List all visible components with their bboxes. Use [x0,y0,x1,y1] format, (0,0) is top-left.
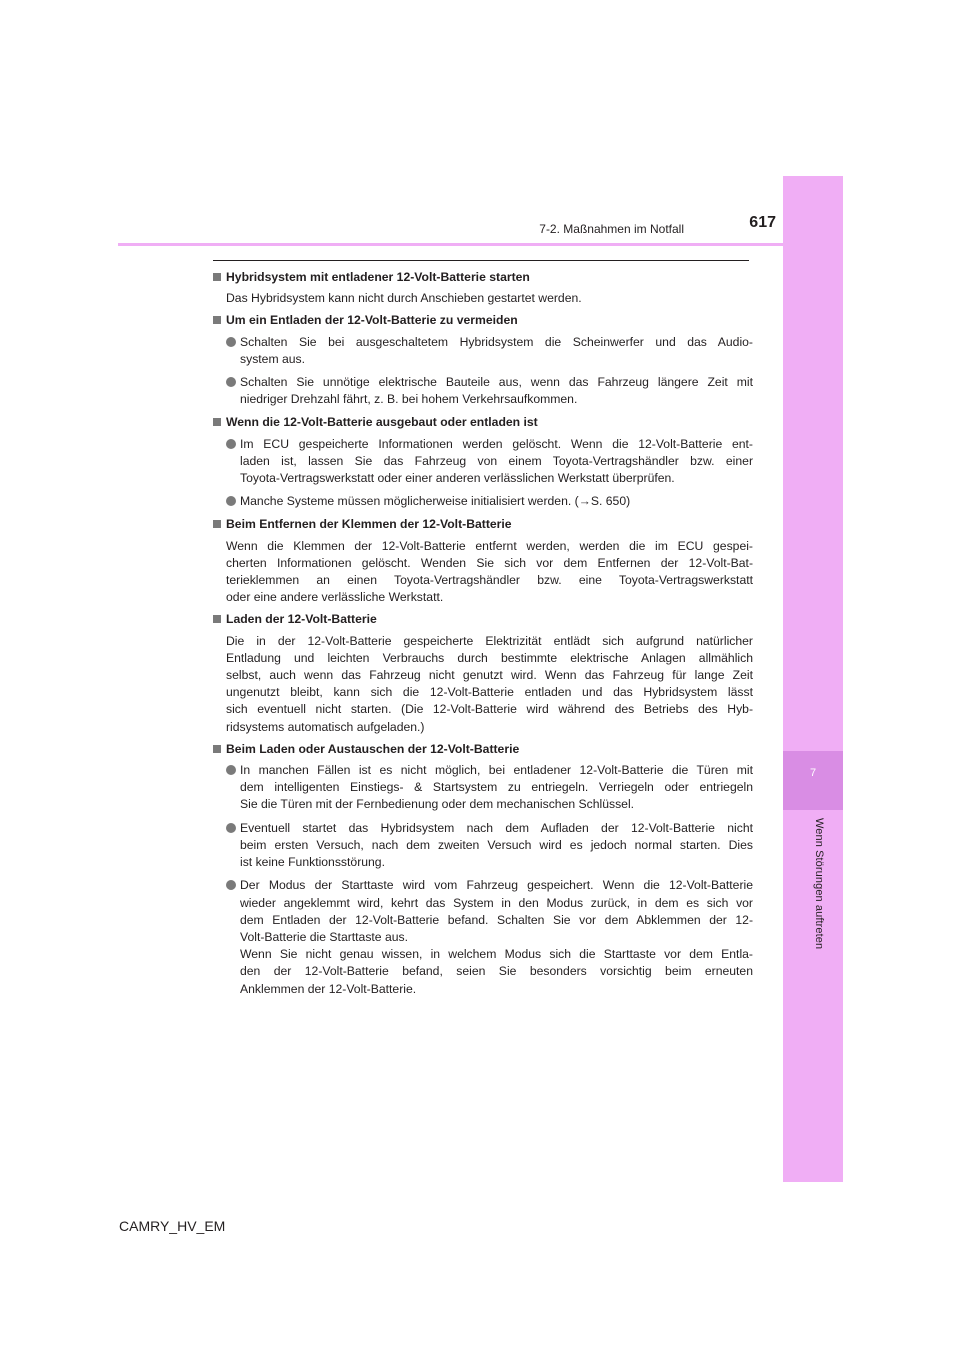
list-item [213,493,753,510]
text-line: sich eventuell nicht starten. (Die 12-Volt-Batterie wird während des Betriebs des Hyb- [226,702,753,717]
section [213,741,753,998]
section-heading [213,741,753,758]
square-bullet-icon [213,316,221,324]
chapter-title: Wenn Störungen auftreten [813,818,825,950]
section [213,312,753,408]
section-heading [213,414,753,431]
text-line: niedriger Drehzahl fährt, z. B. bei hohem Verkehrsaufkommen. [240,392,578,407]
list-item [213,820,753,872]
header-rule [118,243,843,246]
section [213,516,753,606]
section-heading-text: Laden der 12-Volt-Batterie [226,612,377,627]
round-bullet-icon [226,823,236,833]
list-item [213,877,753,997]
text-line: In manchen Fällen ist es nicht möglich, bei entladener 12-Volt-Batterie die Türen mit [240,763,753,778]
section-heading-text: Beim Laden oder Austauschen der 12-Volt-Batterie [226,741,520,756]
text-line: Eventuell startet das Hybridsystem nach dem Aufladen der 12-Volt-Batterie nicht [240,820,753,835]
text-line: Sie die Türen mit der Fernbedienung oder dem mechanischen Schlüssel. [240,797,635,812]
section-heading [213,611,753,628]
list-item [213,436,753,488]
text-line: dem Entladen der 12-Volt-Batterie befand. Schalten Sie vor dem Abklemmen der 12- [240,912,753,927]
section-heading [213,269,753,286]
list-item [213,334,753,368]
text-line: Der Modus der Starttaste wird vom Fahrzeug gespeichert. Wenn die 12-Volt-Batterie [240,878,753,893]
square-bullet-icon [213,273,221,281]
text-line: ist keine Funktionsstörung. [240,855,385,870]
text-line: Das Hybridsystem kann nicht durch Anschieben gestartet werden. [226,291,582,306]
round-bullet-icon [226,880,236,890]
round-bullet-icon [226,765,236,775]
list-item [213,762,753,814]
text-line: selbst, auch wenn das Fahrzeug nicht genutzt wird. Wenn das Fahrzeug für lange Zeit [226,668,753,683]
model-code: CAMRY_HV_EM [119,1218,226,1234]
square-bullet-icon [213,745,221,753]
square-bullet-icon [213,418,221,426]
paragraph [213,633,753,736]
text-line: oder eine andere verlässliche Werkstatt. [226,590,444,605]
chapter-side-tab [783,176,843,1182]
text-line: Volt-Batterie die Starttaste aus. [240,929,409,944]
section-heading-text: Wenn die 12-Volt-Batterie ausgebaut oder entladen ist [226,415,538,430]
text-line: Wenn Sie nicht genau wissen, in welchem Modus sich die Starttaste vor dem Entla- [240,947,753,962]
round-bullet-icon [226,439,236,449]
page-content [213,269,753,1004]
page-number: 617 [749,214,776,231]
section-heading [213,516,753,533]
text-line: Im ECU gespeicherte Informationen werden gelöscht. Wenn die 12-Volt-Batterie ent- [240,436,753,451]
section [213,611,753,735]
text-line: ridsystems automatisch aufgeladen.) [226,719,425,734]
text-line: Manche Systeme müssen möglicherweise initialisiert werden. (→S. 650) [240,494,631,509]
chapter-number: 7 [809,767,817,779]
list-item [213,374,753,408]
square-bullet-icon [213,615,221,623]
text-line: Toyota-Vertragswerkstatt oder einer anderen verlässlichen Werkstatt überprüfen. [240,471,675,486]
round-bullet-icon [226,337,236,347]
round-bullet-icon [226,377,236,387]
text-line: wieder angeklemmt wird, kehrt das System in den Modus zurück, in dem es sich vor [240,895,753,910]
text-line: cherten Informationen gelöscht. Wenden Sie sich vor dem Entfernen der 12-Volt-Bat- [226,555,753,570]
paragraph [213,290,753,307]
text-line: den der 12-Volt-Batterie befand, seien Sie besonders vorsichtig beim erneuten [240,964,753,979]
content-divider [213,260,749,261]
chapter-marker [783,751,843,810]
text-line: Die in der 12-Volt-Batterie gespeicherte Elektrizität entlädt sich aufgrund natürlicher [226,633,753,648]
section-heading-text: Hybridsystem mit entladener 12-Volt-Batterie starten [226,270,530,284]
text-line: terieklemmen an einen Toyota-Vertragshändler bzw. eine Toyota-Vertragswerkstatt [226,573,753,588]
section [213,414,753,510]
paragraph [213,538,753,607]
text-line: Anklemmen der 12-Volt-Batterie. [240,981,417,996]
text-line: dem intelligenten Einstiegs- & Startsystem zu entriegeln. Verriegeln oder entriegeln [240,780,753,795]
text-line: ungenutzt bleibt, kann sich die 12-Volt-Batterie entladen und das Hybridsystem lässt [226,685,753,700]
section-heading [213,312,753,329]
text-line: Schalten Sie unnötige elektrische Bauteile aus, wenn das Fahrzeug längere Zeit mit [240,375,753,390]
section [213,269,753,307]
section-heading-text: Um ein Entladen der 12-Volt-Batterie zu vermeiden [226,313,518,328]
section-title: 7-2. Maßnahmen im Notfall [539,222,684,236]
text-line: Entladung und leichten Verbrauchs durch bestimmte elektrische Anlagen allmählich [226,650,753,665]
text-line: system aus. [240,351,306,366]
section-heading-text: Beim Entfernen der Klemmen der 12-Volt-Batterie [226,517,512,532]
text-line: Wenn die Klemmen der 12-Volt-Batterie entfernt werden, werden die im ECU gespei- [226,538,753,553]
text-line: beim ersten Versuch, nach dem zweiten Versuch wird es jedoch normal starten. Dies [240,837,753,852]
square-bullet-icon [213,520,221,528]
round-bullet-icon [226,496,236,506]
text-line: Schalten Sie bei ausgeschaltetem Hybridsystem die Scheinwerfer und das Audio- [240,334,753,349]
text-line: laden ist, lassen Sie das Fahrzeug von einem Toyota-Vertragshändler bzw. einer [240,453,753,468]
